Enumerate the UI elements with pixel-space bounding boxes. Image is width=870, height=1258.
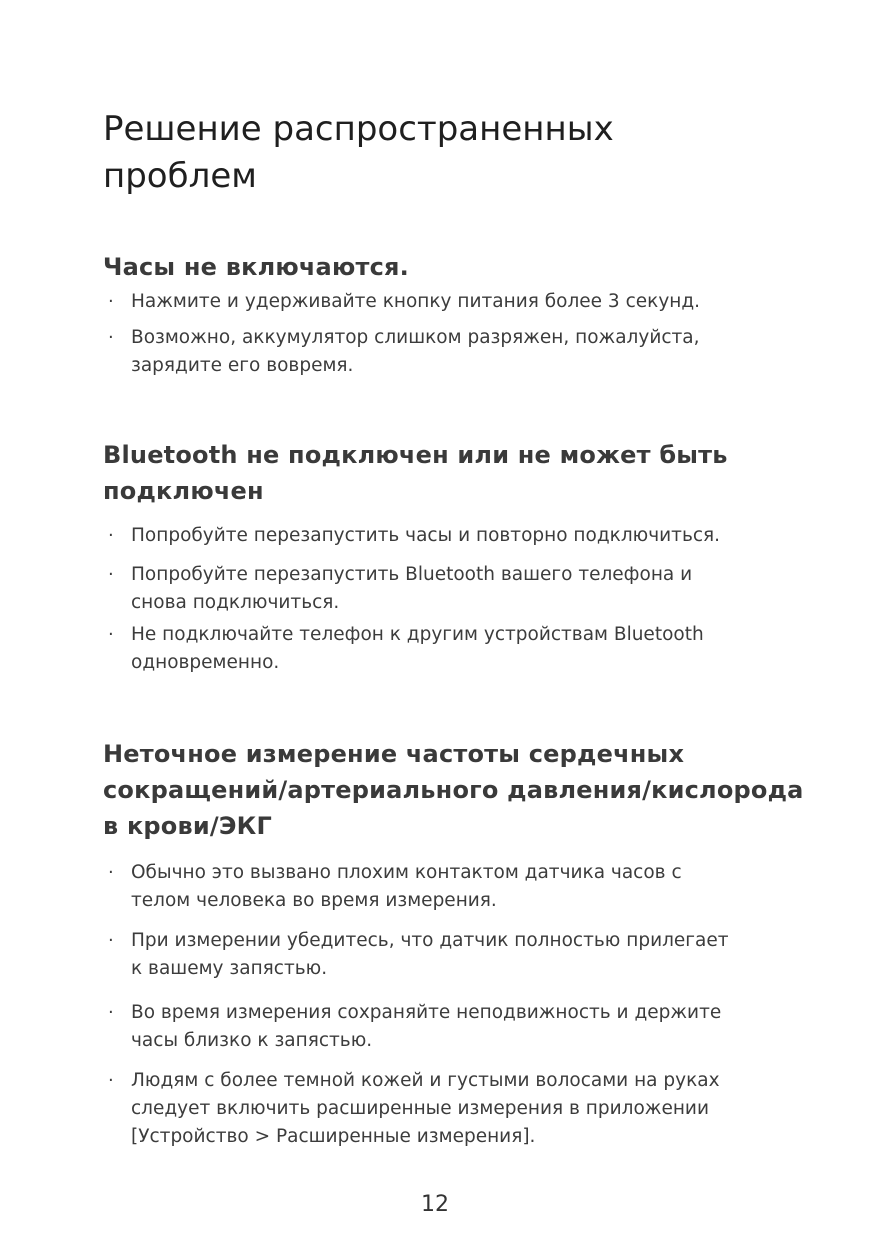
bullet-icon: ·: [108, 525, 114, 546]
list-item: [103, 999, 843, 1055]
list-item: [103, 859, 843, 915]
section-title-line: подключен: [103, 477, 264, 505]
bullet-icon: ·: [108, 862, 114, 883]
section-title-line: Неточное измерение частоты сердечных: [103, 740, 685, 768]
list-item: [103, 1067, 843, 1151]
bullet-list-watch-not-turning-on: [103, 288, 843, 380]
section-title-watch-not-turning-on: [103, 249, 409, 285]
page-title: [103, 106, 803, 200]
list-item-line: Во время измерения сохраняйте неподвижность и держите: [131, 1002, 722, 1023]
list-item-line: Людям с более темной кожей и густыми волосами на руках: [131, 1070, 720, 1091]
section-title-line: Bluetooth не подключен или не может быть: [103, 441, 728, 469]
list-item-line: часы близко к запястью.: [131, 1030, 373, 1051]
list-item-line: Обычно это вызвано плохим контактом датчика часов с: [131, 862, 682, 883]
list-item-line: При измерении убедитесь, что датчик полностью прилегает: [131, 930, 729, 951]
list-item-line: Попробуйте перезапустить Bluetooth вашего телефона и: [131, 564, 693, 585]
list-item: [103, 288, 843, 316]
list-item-line: следует включить расширенные измерения в приложении: [131, 1098, 709, 1119]
section-title-inaccurate-measurement: [103, 736, 804, 844]
list-item-line: зарядите его вовремя.: [131, 355, 354, 376]
list-item-line: телом человека во время измерения.: [131, 890, 497, 911]
bullet-list-bluetooth: [103, 522, 843, 677]
list-item: [103, 561, 843, 617]
list-item: [103, 927, 843, 983]
bullet-list-inaccurate-measurement: [103, 859, 843, 1151]
page-title-line: проблем: [103, 156, 257, 196]
list-item-line: Нажмите и удерживайте кнопку питания более 3 секунд.: [131, 291, 701, 312]
section-title-line: в крови/ЭКГ: [103, 812, 272, 840]
list-item-line: [Устройство > Расширенные измерения].: [131, 1126, 536, 1147]
bullet-icon: ·: [108, 327, 114, 348]
page-number: 12: [421, 1192, 449, 1217]
list-item-line: к вашему запястью.: [131, 958, 328, 979]
list-item: [103, 621, 843, 677]
bullet-icon: ·: [108, 291, 114, 312]
bullet-icon: ·: [108, 1070, 114, 1091]
list-item-line: одновременно.: [131, 652, 280, 673]
list-item-line: Попробуйте перезапустить часы и повторно подключиться.: [131, 525, 721, 546]
bullet-icon: ·: [108, 624, 114, 645]
bullet-icon: ·: [108, 1002, 114, 1023]
section-title-line: Часы не включаются.: [103, 253, 409, 281]
list-item-line: Не подключайте телефон к другим устройствам Bluetooth: [131, 624, 704, 645]
list-item: [103, 324, 843, 380]
section-title-line: сокращений/артериального давления/кислорода: [103, 776, 804, 804]
section-title-bluetooth: [103, 437, 728, 509]
page-title-line: Решение распространенных: [103, 109, 614, 149]
bullet-icon: ·: [108, 930, 114, 951]
bullet-icon: ·: [108, 564, 114, 585]
list-item-line: Возможно, аккумулятор слишком разряжен, пожалуйста,: [131, 327, 700, 348]
list-item-line: снова подключиться.: [131, 592, 340, 613]
list-item: [103, 522, 843, 550]
